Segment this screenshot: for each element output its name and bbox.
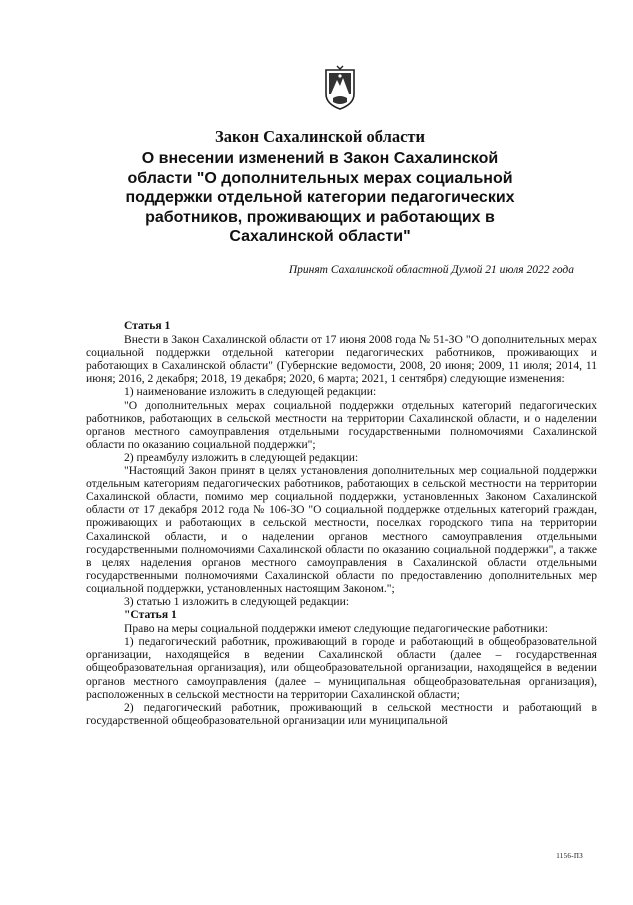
body-paragraph: 2) преамбулу изложить в следующей редакции: xyxy=(124,450,359,464)
document-body xyxy=(86,319,597,727)
law-type-heading: Закон Сахалинской области xyxy=(214,127,426,146)
law-title: О внесении изменений в Закон Сахалинской области "О дополнительных мерах социальной поддержки отдельной категории педагогических работников, проживающих и работающих в Сахалинской области" xyxy=(125,150,515,245)
article-heading: Статья 1 xyxy=(124,319,171,332)
sakhalin-coat-of-arms-icon xyxy=(323,64,357,110)
document-code: 1156-ПЗ xyxy=(556,852,583,860)
body-paragraph: "О дополнительных мерах социальной поддержки отдельных категорий педагогических работников, работающих в сельской местности на территории Сахалинской области, и о наделении органов местного самоуправления отдельными государственными полномочиями Сахалинской области по оказанию социальной поддержки"; xyxy=(86,398,597,451)
title-block xyxy=(100,127,540,247)
body-paragraph: Внести в Закон Сахалинской области от 17 июня 2008 года № 51-ЗО "О дополнительных мерах социальной поддержки отдельной категории педагогических работников, проживающих и работающих в Сахалинской области" (Губернские ведомости, 2008, 20 июня; 2009, 11 июля; 2014, 11 июня; 2016, 2 декабря; 2018, 19 декабря; 2020, 6 марта; 2021, 1 сентября) следующие изменения: xyxy=(86,333,597,386)
article-heading: "Статья 1 xyxy=(124,608,177,622)
body-paragraph: 2) педагогический работник, проживающий в сельской местности и работающий в государственной общеобразовательной организации или муниципальной xyxy=(86,700,597,727)
body-paragraph: 3) статью 1 изложить в следующей редакции: xyxy=(124,594,350,608)
body-paragraph: Право на меры социальной поддержки имеют следующие педагогические работники: xyxy=(124,622,548,636)
adoption-note: Принят Сахалинской областной Думой 21 июля 2022 года xyxy=(288,264,574,276)
body-paragraph: "Настоящий Закон принят в целях установления дополнительных мер социальной поддержки отдельным категориям педагогических работников, работающих в сельской местности на территории Сахалинской области, помимо мер социальной поддержки, установленных Законом Сахалинской области от 17 декабря 2012 года № 106-ЗО "О социальной поддержке отдельных категорий граждан, проживающих и работающих в сельской местности, поселках городского типа на территории Сахалинской области, и о наделении органов местного самоуправления отдельными государственными полномочиями Сахалинской области по оказанию социальной поддержки", а также в целях наделения органов местного самоуправления в Сахалинской области отдельными государственными полномочиями Сахалинской области по предоставлению дополнительных мер социальной поддержки, установленных настоящим Законом."; xyxy=(86,464,597,595)
body-paragraph: 1) наименование изложить в следующей редакции: xyxy=(124,385,377,399)
body-paragraph: 1) педагогический работник, проживающий в городе и работающий в общеобразовательной организации, находящейся в ведении Сахалинской области (далее – государственная общеобразовательная организация), или общеобразовательной организации, находящейся в ведении органов местного самоуправления (далее – муниципальная общеобразовательная организация), расположенных в сельской местности на территории Сахалинской области; xyxy=(86,635,597,701)
